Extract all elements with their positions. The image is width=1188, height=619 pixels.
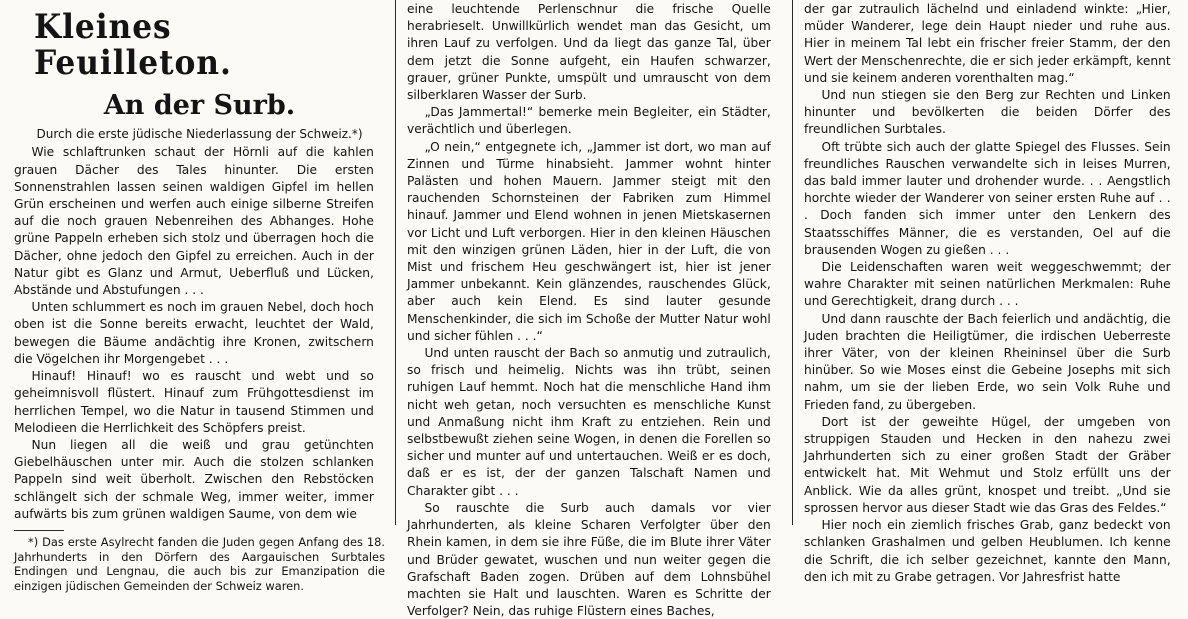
column-rule-1 (395, 0, 396, 525)
paragraph: eine leuchtende Perlenschnur die frische Quelle herabrieselt. Unwillkürlich wendet man das Gesicht, um ihren Lauf zu verfolgen. Und da liegt das ganze Tal, über dem jetzt die Sonne aufgeht, ein Haufen schwarzer, grauer, grüner Punkte, umspült und umrauscht von dem silberklaren Wasser der Surb. (407, 1, 771, 103)
column-3 (794, 0, 1188, 584)
paragraph: „O nein,“ entgegnete ich, „Jammer ist dort, wo man auf Zinnen und Türme hinabsieht. Jammer wohnt hinter Palästen und hohen Mauern. Jammer steigt mit den rauchenden Schornsteinen der Fabriken zum Himmel hinauf. Jammer und Elend wohnen in jenen Mietskasernen vor Licht und Luft verborgen. Hier in den kleinen Häuschen mit den winzigen grünen Läden, hier in der Luft, die von Mist und frischem Heu geschwängert ist, hier ist jener Jammer unbekannt. Kein glänzendes, rauschendes Glück, aber auch kein Elend. Es sind lauter gesunde Menschenkinder, die sich im Schoße der Mutter Natur wohl und sicher fühlen . . .“ (407, 138, 771, 343)
footnote-divider (14, 530, 64, 531)
article-title: An der Surb. (103, 90, 296, 122)
paragraph: Wie schlaftrunken schaut der Hörnli auf die kahlen grauen Dächer des Tales hinunter. Die ersten Sonnenstrahlen lassen seinen waldigen Gipfel im hellen Grün erscheinen und werfen auch einige silberne Streifen auf die noch grauen Nebenreihen des Abhanges. Hohe grüne Pappeln erheben sich stolz und überragen hoch die Dächer, ohne jedoch den Gipfel zu erreichen. Auch in der Natur gibt es Glanz und Armut, Ueberfluß und Lücken, Abstände und Abstufungen . . . (14, 144, 374, 298)
paragraph: Dort ist der geweihte Hügel, der umgeben von struppigen Stauden und Hecken in den nahezu zwei Jahrhunderten sich zu einer großen Stadt der Gräber entwickelt hat. Mit Wehmut und Stolz erfüllt uns der Anblick. Wie da alles grünt, knospet und treibt. „Und sie sprossen hervor aus dieser Stadt wie das Gras des Feldes.“ (804, 413, 1171, 515)
paragraph: Unten schlummert es noch im grauen Nebel, doch hoch oben ist die Sonne bereits erwacht, leuchtet der Wald, bewegen die Bäume andächtig ihre Kronen, zwitschern die Vögelchen ihr Morgengebet . . . (14, 299, 374, 366)
paragraph: Nun liegen all die weiß und grau getünchten Giebelhäuschen unter mir. Auch die stolzen schlanken Pappeln sind weit überholt. Zwischen den Rebstöcken schlängelt sich der schmale Weg, immer weiter, immer aufwärts bis zum grünen waldigen Saume, von dem wie (14, 436, 374, 521)
paragraph: Die Leidenschaften waren weit weggeschwemmt; der wahre Charakter mit seinen natürlichen Merkmalen: Ruhe und Gerechtigkeit, drang durch . . . (804, 259, 1171, 309)
column-rule-2 (792, 0, 793, 525)
paragraph: Und nun stiegen sie den Berg zur Rechten und Linken hinunter und bevölkerten die beiden Dörfer des freundlichen Surbtales. (804, 87, 1171, 137)
paragraph: Oft trübte sich auch der glatte Spiegel des Flusses. Sein freundliches Rauschen verwandelte sich in leises Murren, das bald immer lauter und drohender wurde. . . Aengstlich horchte wieder der Wanderer von seiner ersten Ruhe auf . . . Doch fanden sich immer unter den Lenkern des Staatsschiffes Männer, die es verstanden, Oel auf die brausenden Wogen zu gießen . . . (804, 138, 1171, 257)
paragraph: der gar zutraulich lächelnd und einladend winkte: „Hier, müder Wanderer, lege dein Haupt nieder und ruhe aus. Hier in meinem Tal lebt ein frischer freier Stamm, der den Wert der Menschenrechte, die er sich jeder erkämpft, kennt und sie keinem anderen vorenthalten mag.“ (804, 1, 1171, 85)
paragraph: Und unten rauscht der Bach so anmutig und zutraulich, so frisch und heimelig. Nichts was ihn trübt, seinen ruhigen Lauf hemmt. Noch hat die menschliche Hand ihm nicht weh getan, noch versuchten es menschliche Kunst und Anmaßung nicht ihm Kraft zu entziehen. Rein und selbstbewußt ziehen seine Wogen, in denen die Forellen so sicher und munter auf und untertauchen. Weiß er es doch, daß er es ist, der der ganzen Talschaft Namen und Charakter gibt . . . (407, 345, 771, 498)
paragraph: So rauschte die Surb auch damals vor vier Jahrhunderten, als kleine Scharen Verfolgter über den Rhein kamen, in dem sie ihre Füße, die im Blute ihrer Väter und Brüder gewatet, wuschen und nun weiter gegen die Grafschaft Baden zogen. Drüben auf dem Lohnsbühel machten sie Halt und lauschten. Waren es Schritte der Verfolger? Nein, das ruhige Flüstern eines Baches, (407, 499, 771, 619)
paragraph: Und dann rauschte der Bach feierlich und andächtig, die Juden brachten die Heiligtümer, die irdischen Ueberreste ihrer Väter, von der kleinen Rheininsel über die Surb hinüber. So wie Moses einst die Gebeine Josephs mit sich nahm, um sie der lieben Erde, wo sein Volk Ruhe und Frieden fand, zu übergeben. (804, 310, 1171, 412)
paragraph: Hinauf! Hinauf! wo es rauscht und webt und so geheimnisvoll flüstert. Hinauf zum Frühgottesdienst im herrlichen Tempel, wo die Natur in tausend Stimmen und Melodieen die Herrlichkeit des Schöpfers preist. (14, 368, 374, 435)
column-2 (397, 0, 790, 619)
section-heading: Kleines Feuilleton. (34, 7, 232, 83)
article-subtitle: Durch die erste jüdische Niederlassung der Schweiz.*) (36, 127, 363, 142)
column-1 (0, 0, 393, 593)
footnote: *) Das erste Asylrecht fanden die Juden gegen Anfang des 18. Jahrhunderts in den Dörfern des Aargauischen Surbtales Endingen und Lengnau, die auch bis zur Emanzipation die einzigen jüdischen Gemeinden der Schweiz waren. (14, 534, 385, 593)
paragraph: Hier noch ein ziemlich frisches Grab, ganz bedeckt von schlanken Grashalmen und gelben Heublumen. Ich kenne die Schrift, die ich selber gezeichnet, kannte den Mann, den ich mit zu Grabe getragen. Vor Jahresfrist hatte (804, 517, 1171, 584)
paragraph: „Das Jammertal!“ bemerke mein Begleiter, ein Städter, verächtlich und überlegen. (407, 104, 771, 137)
